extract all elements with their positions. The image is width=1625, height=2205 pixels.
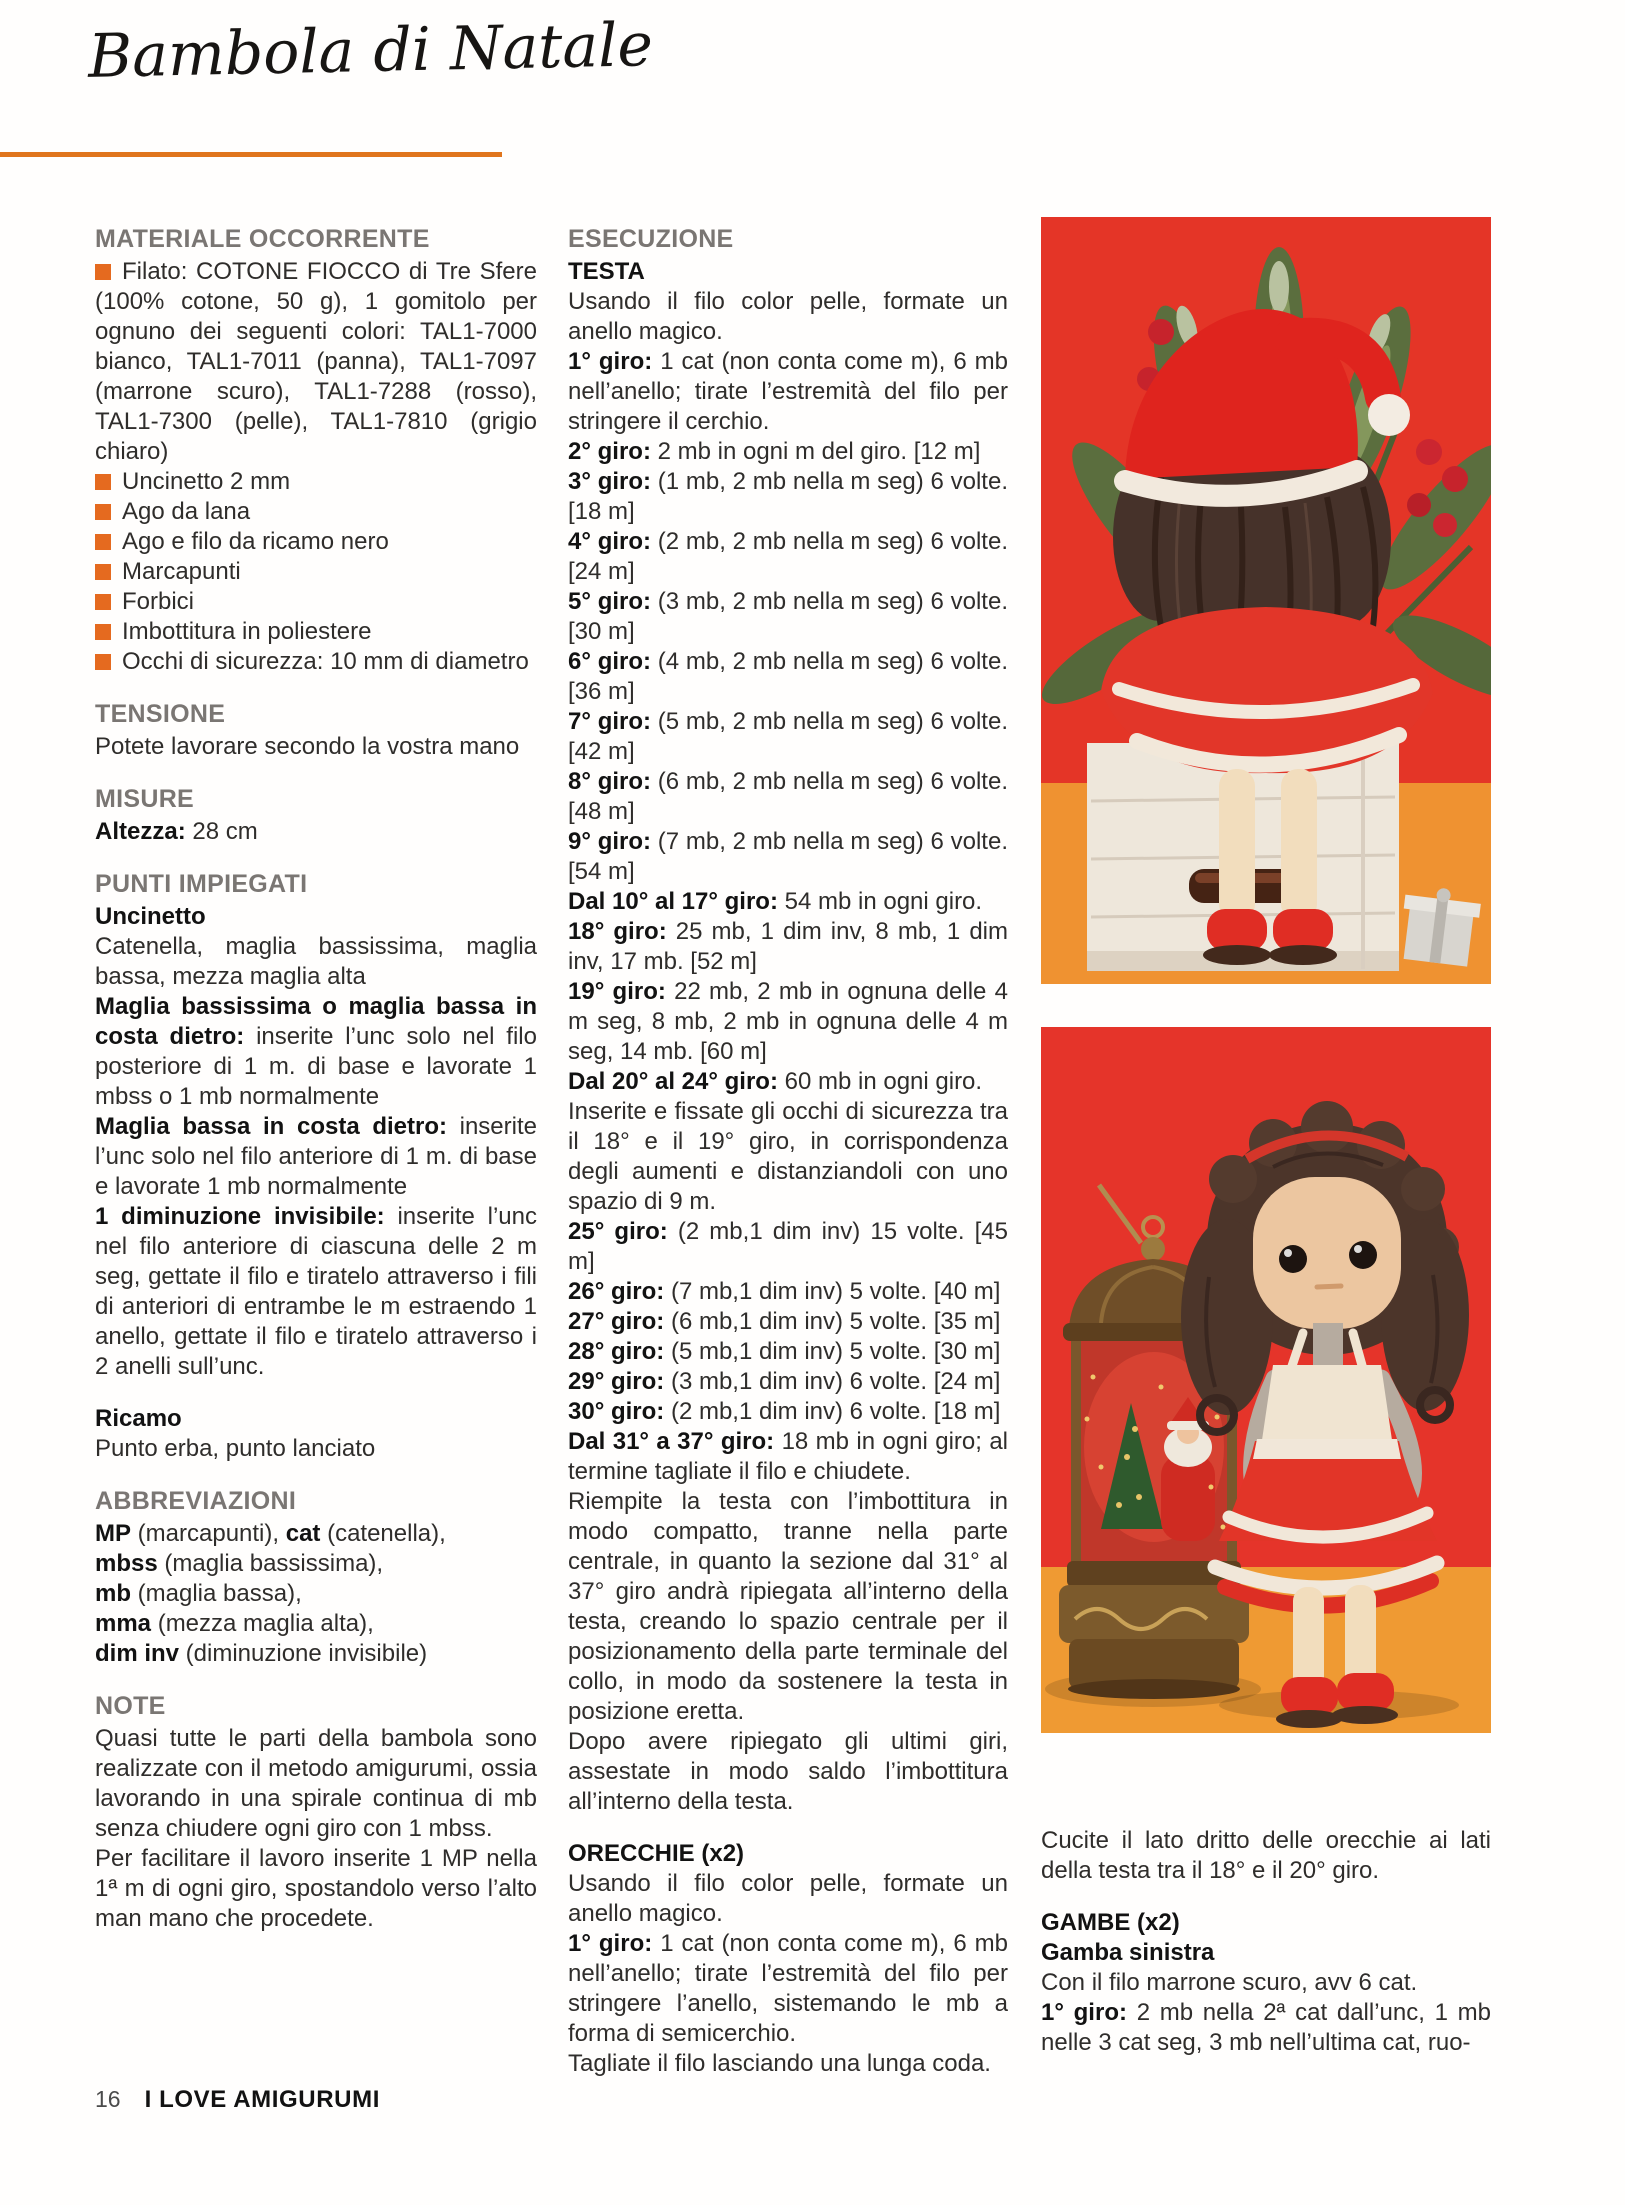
bold-run: Dal 20° al 24° giro: xyxy=(568,1068,778,1095)
paragraph xyxy=(568,917,1008,977)
text-run: 25 mb, 1 dim inv, 8 mb, 1 dim inv, 17 mb. [52 m] xyxy=(568,918,1008,975)
text-run: inserite l’unc solo nel filo anteriore di 1 m. di base e lavorate 1 mb normalmente xyxy=(95,1113,537,1200)
paragraph xyxy=(568,887,1008,917)
section-heading: MISURE xyxy=(95,785,195,813)
text-run: (7 mb, 2 mb nella m seg) 6 volte. [54 m] xyxy=(568,828,1008,885)
bullet-item xyxy=(95,257,537,467)
spacer xyxy=(95,1464,537,1486)
spacer xyxy=(95,762,537,784)
text-run: Ago da lana xyxy=(122,498,251,525)
section-heading: NOTE xyxy=(95,1692,166,1720)
bold-run: mb xyxy=(95,1580,131,1607)
text-run: 22 mb, 2 mb in ognuna delle 4 m seg, 8 mb, 2 mb in ognuna delle 4 m seg, 14 mb. [60 m] xyxy=(568,978,1008,1065)
text-run: Catenella, maglia bassissima, maglia bassa, mezza maglia alta xyxy=(95,933,537,990)
text-run: Imbottitura in poliestere xyxy=(122,618,372,645)
text-run: (3 mb,1 dim inv) 6 volte. [24 m] xyxy=(664,1368,1001,1395)
paragraph xyxy=(568,1277,1008,1307)
paragraph xyxy=(568,1307,1008,1337)
bold-run: 8° giro: xyxy=(568,768,652,795)
paragraph xyxy=(95,1519,537,1549)
bullet-square-icon xyxy=(95,474,111,490)
subsection-heading: GAMBE (x2) xyxy=(1041,1909,1180,1936)
bullet-square-icon xyxy=(95,264,111,280)
paragraph xyxy=(568,437,1008,467)
paragraph xyxy=(568,1869,1008,1929)
bold-run: 1° giro: xyxy=(568,1930,653,1957)
page-title: Bambola di Natale xyxy=(87,10,654,92)
text-run: Forbici xyxy=(122,588,195,615)
paragraph xyxy=(568,827,1008,887)
paragraph xyxy=(568,767,1008,827)
section-heading: ABBREVIAZIONI xyxy=(95,1487,297,1515)
paragraph xyxy=(568,467,1008,527)
paragraph xyxy=(1041,1968,1491,1998)
text-run: inserite l’unc solo nel filo posteriore di 1 m. di base e lavorate 1 mbss o 1 mb normalmente xyxy=(95,1023,537,1110)
bold-run: Maglia bassa in costa dietro: xyxy=(95,1113,447,1140)
paragraph xyxy=(568,587,1008,647)
paragraph xyxy=(95,732,537,762)
text-run: (marcapunti), xyxy=(131,1520,286,1547)
text-run: 1 cat (non conta come m), 6 mb nell’anello; tirate l’estremità del filo per stringere l’anello, sistemando le mb a forma di semicerchio. xyxy=(568,1930,1009,2047)
paragraph xyxy=(568,707,1008,767)
bold-run: 3° giro: xyxy=(568,468,652,495)
text-run: Potete lavorare secondo la vostra mano xyxy=(95,733,520,760)
text-run: Dopo avere ripiegato gli ultimi giri, assestate in modo saldo l’imbottitura all’interno della testa. xyxy=(568,1728,1008,1815)
text-run: (2 mb, 2 mb nella m seg) 6 volte. [24 m] xyxy=(568,528,1008,585)
spacer xyxy=(95,847,537,869)
bold-run: 27° giro: xyxy=(568,1308,665,1335)
bullet-list xyxy=(95,257,537,677)
text-run: Ago e filo da ricamo nero xyxy=(122,528,389,555)
text-run: (6 mb, 2 mb nella m seg) 6 volte. [48 m] xyxy=(568,768,1008,825)
bullet-item xyxy=(95,617,537,647)
bullet-square-icon xyxy=(95,594,111,610)
bullet-item xyxy=(95,527,537,557)
text-run: Inserite e fissate gli occhi di sicurezza tra il 18° e il 19° giro, in corrispondenza degli aumenti e distanziandoli con uno spazio di 9 m. xyxy=(568,1098,1008,1215)
text-run: 18 mb in ogni giro; al termine tagliate il filo e chiudete. xyxy=(568,1428,1009,1485)
spacer xyxy=(95,677,537,699)
paragraph xyxy=(95,992,537,1112)
bold-run: 7° giro: xyxy=(568,708,652,735)
bold-run: dim inv xyxy=(95,1640,180,1667)
paragraph xyxy=(568,1727,1008,1817)
subsection-heading: TESTA xyxy=(568,258,645,285)
bullet-square-icon xyxy=(95,654,111,670)
subsection-heading: Ricamo xyxy=(95,1405,182,1432)
text-run: (6 mb,1 dim inv) 5 volte. [35 m] xyxy=(664,1308,1001,1335)
paragraph xyxy=(1041,1998,1491,2058)
paragraph xyxy=(95,1434,537,1464)
text-run: 28 cm xyxy=(185,818,258,845)
bullet-square-icon xyxy=(95,534,111,550)
right-column-text xyxy=(1041,1826,1491,2058)
paragraph xyxy=(568,1929,1008,2049)
text-run: 60 mb in ogni giro. xyxy=(777,1068,983,1095)
text-run: Uncinetto 2 mm xyxy=(122,468,291,495)
paragraph xyxy=(568,977,1008,1067)
paragraph xyxy=(568,347,1008,437)
text-run: Punto erba, punto lanciato xyxy=(95,1435,376,1462)
paragraph xyxy=(95,1549,537,1579)
text-run: Marcapunti xyxy=(122,558,241,585)
section-heading: TENSIONE xyxy=(95,700,226,728)
subsection-heading: Gamba sinistra xyxy=(1041,1939,1215,1966)
page-number: 16 xyxy=(95,2086,121,2112)
paragraph xyxy=(95,1639,537,1669)
paragraph xyxy=(568,2049,1008,2079)
paragraph xyxy=(568,527,1008,587)
paragraph xyxy=(1041,1826,1491,1886)
subsection-heading: Uncinetto xyxy=(95,903,206,930)
bullet-item xyxy=(95,647,537,677)
bold-run: 6° giro: xyxy=(568,648,652,675)
text-run: Filato: COTONE FIOCCO di Tre Sfere (100% cotone, 50 g), 1 gomitolo per ognuno dei seguenti colori: TAL1-7000 bianco, TAL1-7011 (panna), TAL1-7097 (marrone scuro), TAL1-7288 (rosso), TAL1-7300 (pelle), TAL1-7810 (grigio chiaro) xyxy=(95,258,537,465)
bold-run: 28° giro: xyxy=(568,1338,665,1365)
magazine-name: I LOVE AMIGURUMI xyxy=(144,2086,380,2113)
photo-doll-back-view xyxy=(1041,217,1491,992)
text-run: (4 mb, 2 mb nella m seg) 6 volte. [36 m] xyxy=(568,648,1008,705)
bold-run: 1 diminuzione invisibile: xyxy=(95,1203,385,1230)
spacer xyxy=(1041,1886,1491,1908)
text-run: Per facilitare il lavoro inserite 1 MP nella 1ª m di ogni giro, spostandolo verso l’alto man mano che procedete. xyxy=(95,1845,537,1932)
bold-run: 18° giro: xyxy=(568,918,667,945)
text-run: 2 mb in ogni m del giro. [12 m] xyxy=(650,438,981,465)
bullet-item xyxy=(95,557,537,587)
spacer xyxy=(95,1669,537,1691)
bold-run: MP xyxy=(95,1520,131,1547)
paragraph xyxy=(95,1844,537,1934)
bold-run: mbss xyxy=(95,1550,158,1577)
bold-run: 29° giro: xyxy=(568,1368,665,1395)
paragraph xyxy=(568,287,1008,347)
paragraph xyxy=(568,1067,1008,1097)
title-underline xyxy=(0,152,502,157)
bold-run: 1° giro: xyxy=(568,348,653,375)
text-run: Usando il filo color pelle, formate un anello magico. xyxy=(568,1870,1008,1927)
page-footer xyxy=(95,2086,380,2114)
text-run: 54 mb in ogni giro. xyxy=(777,888,983,915)
paragraph xyxy=(95,1579,537,1609)
section-heading: PUNTI IMPIEGATI xyxy=(95,870,308,898)
bold-run: 1° giro: xyxy=(1041,1999,1127,2026)
paragraph xyxy=(568,1427,1008,1487)
bold-run: 26° giro: xyxy=(568,1278,665,1305)
spacer xyxy=(568,1817,1008,1839)
text-run: (diminuzione invisibile) xyxy=(179,1640,428,1667)
text-run: Tagliate il filo lasciando una lunga coda. xyxy=(568,2050,991,2077)
bullet-item xyxy=(95,497,537,527)
paragraph xyxy=(95,932,537,992)
paragraph xyxy=(95,1609,537,1639)
text-run: (mezza maglia alta), xyxy=(151,1610,374,1637)
bullet-square-icon xyxy=(95,624,111,640)
paragraph xyxy=(568,647,1008,707)
bullet-square-icon xyxy=(95,564,111,580)
text-run: (3 mb, 2 mb nella m seg) 6 volte. [30 m] xyxy=(568,588,1008,645)
bold-run: 4° giro: xyxy=(568,528,652,555)
text-run: Occhi di sicurezza: 10 mm di diametro xyxy=(122,648,529,675)
text-run: (7 mb,1 dim inv) 5 volte. [40 m] xyxy=(664,1278,1001,1305)
bold-run: 25° giro: xyxy=(568,1218,668,1245)
column-right xyxy=(1041,217,1491,2058)
bold-run: 30° giro: xyxy=(568,1398,665,1425)
photo-doll-front-view xyxy=(1041,1027,1491,1741)
text-run: (2 mb,1 dim inv) 6 volte. [18 m] xyxy=(664,1398,1001,1425)
text-run: 2 mb nella 2ª cat dall’unc, 1 mb nelle 3 cat seg, 3 mb nell’ultima cat, ruo- xyxy=(1041,1999,1492,2056)
text-run: (2 mb,1 dim inv) 15 volte. [45 m] xyxy=(568,1218,1009,1275)
text-run: Quasi tutte le parti della bambola sono realizzate con il metodo amigurumi, ossia lavorando in una spirale continua di mb senza chiudere ogni giro con 1 mbss. xyxy=(95,1725,537,1842)
text-run: (catenella), xyxy=(320,1520,446,1547)
text-run: inserite l’unc nel filo anteriore di ciascuna delle 2 m seg, gettate il filo e tiratelo attraverso i fili di anteriori di entrambe le m estraendo 1 anello, gettate il filo e tiratelo attraverso i 2 anelli sull’unc. xyxy=(95,1203,537,1380)
bold-run: 2° giro: xyxy=(568,438,651,465)
paragraph xyxy=(95,1202,537,1382)
column-left xyxy=(95,224,537,1934)
text-run: (5 mb,1 dim inv) 5 volte. [30 m] xyxy=(664,1338,1001,1365)
paragraph xyxy=(568,1487,1008,1727)
text-run: (maglia bassa), xyxy=(131,1580,302,1607)
subsection-heading: ORECCHIE (x2) xyxy=(568,1840,745,1867)
bullet-item xyxy=(95,587,537,617)
text-run: (maglia bassissima), xyxy=(157,1550,384,1577)
bullet-square-icon xyxy=(95,504,111,520)
bold-run: Altezza: xyxy=(95,818,186,845)
text-run: Riempite la testa con l’imbottitura in modo compatto, tranne nella parte centrale, in quanto la sezione dal 31° al 37° giro andrà ripiegata all’interno della testa, creando lo spazio centrale per il posizionamento della parte terminale del collo, in modo da sostenere la testa in posizione eretta. xyxy=(568,1488,1008,1725)
bold-run: 19° giro: xyxy=(568,978,666,1005)
bold-run: cat xyxy=(285,1520,321,1547)
paragraph xyxy=(568,1337,1008,1367)
paragraph xyxy=(568,1397,1008,1427)
section-heading: ESECUZIONE xyxy=(568,225,734,253)
spacer xyxy=(95,1382,537,1404)
text-run: (1 mb, 2 mb nella m seg) 6 volte. [18 m] xyxy=(568,468,1008,525)
column-middle xyxy=(568,224,1008,2079)
bold-run: Dal 31° a 37° giro: xyxy=(568,1428,775,1455)
paragraph xyxy=(95,1724,537,1844)
paragraph xyxy=(95,1112,537,1202)
paragraph xyxy=(568,1217,1008,1277)
text-run: (5 mb, 2 mb nella m seg) 6 volte. [42 m] xyxy=(568,708,1008,765)
paragraph xyxy=(95,817,537,847)
bold-run: Dal 10° al 17° giro: xyxy=(568,888,778,915)
text-run: Usando il filo color pelle, formate un anello magico. xyxy=(568,288,1008,345)
bold-run: mma xyxy=(95,1610,152,1637)
text-run: Con il filo marrone scuro, avv 6 cat. xyxy=(1041,1969,1418,1996)
section-heading: MATERIALE OCCORRENTE xyxy=(95,225,430,253)
bold-run: 9° giro: xyxy=(568,828,652,855)
text-run: 1 cat (non conta come m), 6 mb nell’anello; tirate l’estremità del filo per stringere il cerchio. xyxy=(568,348,1009,435)
paragraph xyxy=(568,1367,1008,1397)
text-run: Cucite il lato dritto delle orecchie ai lati della testa tra il 18° e il 20° giro. xyxy=(1041,1827,1491,1884)
bold-run: 5° giro: xyxy=(568,588,652,615)
bold-run: Maglia bassissima o maglia bassa in costa dietro: xyxy=(95,993,537,1050)
bullet-item xyxy=(95,467,537,497)
paragraph xyxy=(568,1097,1008,1217)
